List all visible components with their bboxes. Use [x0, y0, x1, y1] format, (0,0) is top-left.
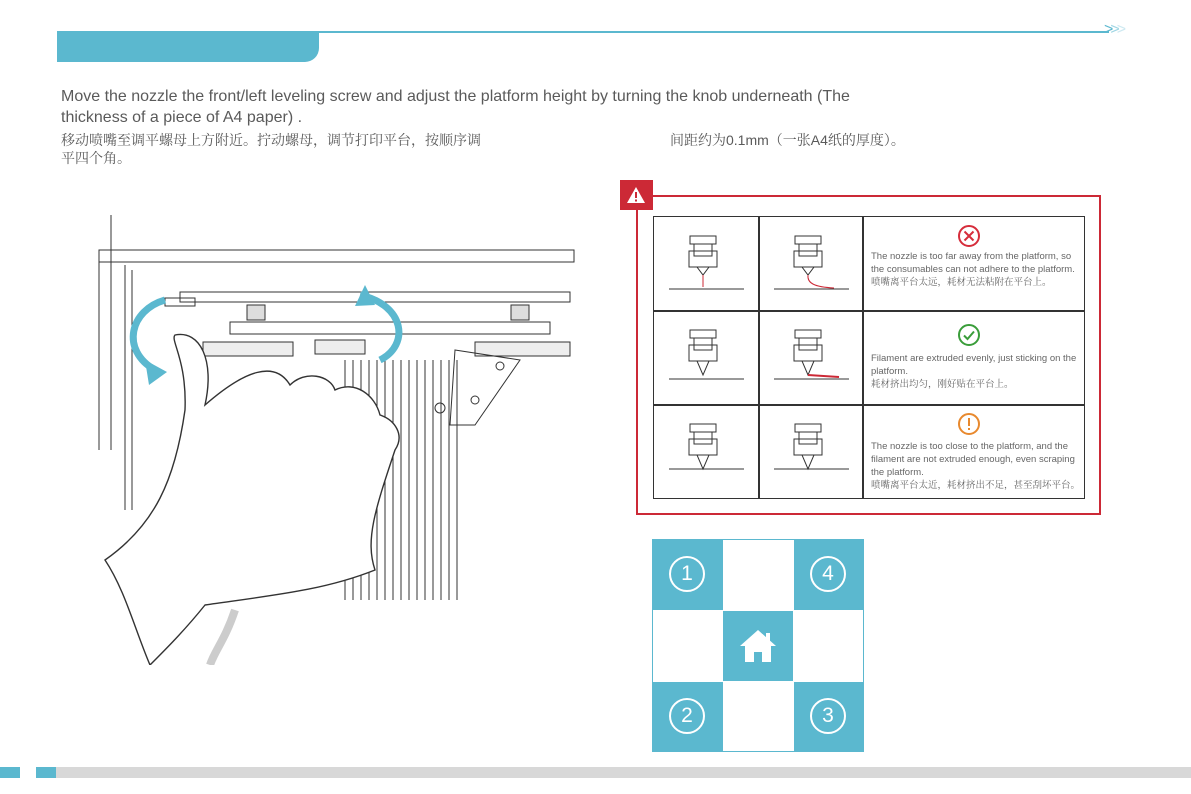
corner-1 [653, 540, 723, 610]
leveling-illustration [75, 210, 585, 665]
footer-marker-2 [36, 767, 56, 778]
warning-triangle-icon [626, 186, 646, 204]
chevrons-icon: >>> [1104, 21, 1124, 38]
footer-marker-1 [0, 767, 20, 778]
row-correct-description [871, 352, 1081, 391]
nozzle-close-diagram-2 [769, 419, 854, 489]
corner-4-number: 4 [810, 556, 846, 592]
instruction-chinese-right: 间距约为0.1mm（一张A4纸的厚度）。 [670, 132, 905, 148]
home-icon [738, 628, 778, 664]
nozzle-correct-diagram-2 [769, 325, 854, 395]
row-far-description [871, 250, 1081, 289]
corner-3-number: 3 [810, 698, 846, 734]
warning-badge [620, 180, 653, 210]
corner-1-number: 1 [669, 556, 705, 592]
nozzle-height-table [653, 216, 1085, 499]
check-circle-icon [957, 323, 981, 347]
corner-2-number: 2 [669, 698, 705, 734]
row-correct-text-en: Filament are extruded evenly, just sticking on the platform. [871, 353, 1077, 377]
footer-bar [56, 767, 1191, 778]
x-circle-icon [957, 224, 981, 248]
nozzle-correct-diagram [664, 325, 749, 395]
row-close-description [871, 440, 1081, 492]
nozzle-far-diagram-2 [769, 231, 854, 301]
nozzle-close-diagram [664, 419, 749, 489]
leveling-order-pad [652, 539, 864, 752]
nozzle-far-diagram [664, 231, 749, 301]
header-rule [319, 31, 1109, 33]
row-far-text-cn: 喷嘴离平台太远，耗材无法粘附在平台上。 [871, 277, 1052, 288]
center-home [723, 611, 793, 681]
corner-3 [794, 682, 864, 752]
exclamation-circle-icon [957, 412, 981, 436]
row-close-text-en: The nozzle is too close to the platform, and the filament are not extruded enough, even scraping the platform. [871, 441, 1075, 478]
corner-4 [794, 540, 864, 610]
header-tab [57, 31, 319, 62]
instruction-chinese-left: 移动喷嘴至调平螺母上方附近。拧动螺母，调节打印平台，按顺序调平四个角。 [61, 132, 481, 166]
corner-2 [653, 682, 723, 752]
instruction-english: Move the nozzle the front/left leveling screw and adjust the platform height by turning the knob underneath (The thickness of a piece of A4 paper) . [61, 88, 850, 126]
row-far-text-en: The nozzle is too far away from the platform, so the consumables can not adhere to the platform. [871, 251, 1075, 275]
row-correct-text-cn: 耗材挤出均匀，刚好贴在平台上。 [871, 379, 1014, 390]
row-close-text-cn: 喷嘴离平台太近，耗材挤出不足，甚至刮坏平台。 [871, 480, 1081, 491]
